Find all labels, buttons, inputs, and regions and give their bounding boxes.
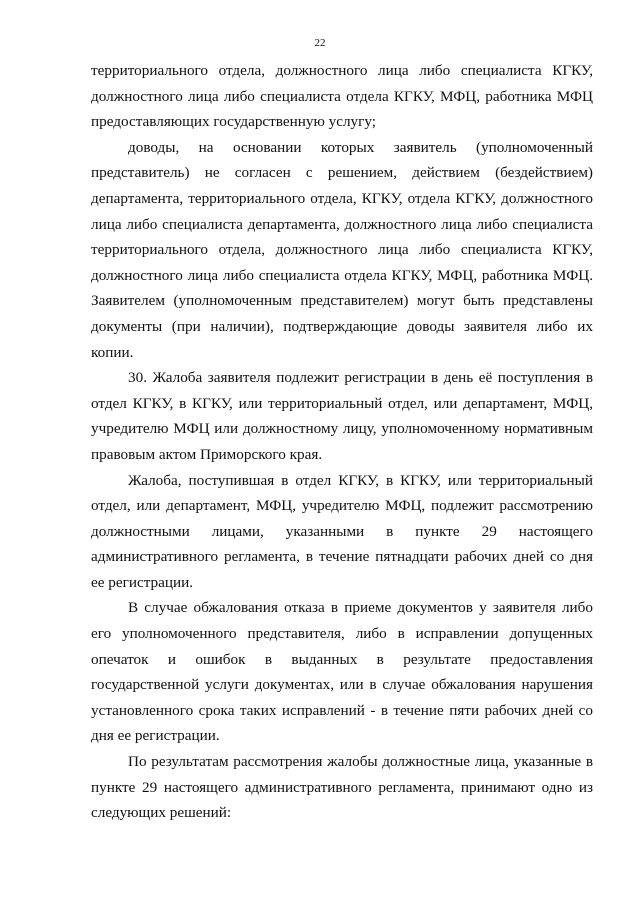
paragraph-review-period: Жалоба, поступившая в отдел КГКУ, в КГКУ, или территориальный отдел, или департамент, МФЦ, учредителю МФЦ, подлежит рассмотрению должностными лицами, указанными в пункте 29 настоящего административного регламента, в течение пятнадцати рабочих дней со дня ее регистрации. — [91, 471, 593, 591]
document-body — [91, 58, 593, 826]
paragraph-registration: 30. Жалоба заявителя подлежит регистрации в день её поступления в отдел КГКУ, в КГКУ, или территориальный отдел, или департамент, МФЦ, учредителю МФЦ или должностному лицу, уполномоченному нормативным правовым актом Приморского края. — [91, 369, 593, 463]
paragraph-continuation: территориального отдела, должностного лица либо специалиста КГКУ, должностного лица либо специалиста отдела КГКУ, МФЦ, работника МФЦ предоставляющих государственную услугу; — [91, 62, 593, 131]
paragraph-refusal-appeal: В случае обжалования отказа в приеме документов у заявителя либо его уполномоченного представителя, либо в исправлении допущенных опечаток и ошибок в выданных в результате предоставления государственной услуги документах, или в случае обжалования нарушения установленного срока таких исправлений - в течение пяти рабочих дней со дня ее регистрации. — [91, 599, 593, 745]
paragraph-decisions: По результатам рассмотрения жалобы должностные лица, указанные в пункте 29 настоящего административного регламента, принимают одно из следующих решений: — [91, 753, 593, 822]
paragraph-arguments: доводы, на основании которых заявитель (уполномоченный представитель) не согласен с решением, действием (бездействием) департамента, территориального отдела, КГКУ, отдела КГКУ, должностного лица либо специалиста департамента, должностного лица либо специалиста территориального отдела, должностного лица либо специалиста КГКУ, должностного лица либо специалиста отдела КГКУ, МФЦ, работника МФЦ. Заявителем (уполномоченным представителем) могут быть представлены документы (при наличии), подтверждающие доводы заявителя либо их копии. — [91, 138, 593, 361]
page-number: 22 — [314, 37, 326, 49]
